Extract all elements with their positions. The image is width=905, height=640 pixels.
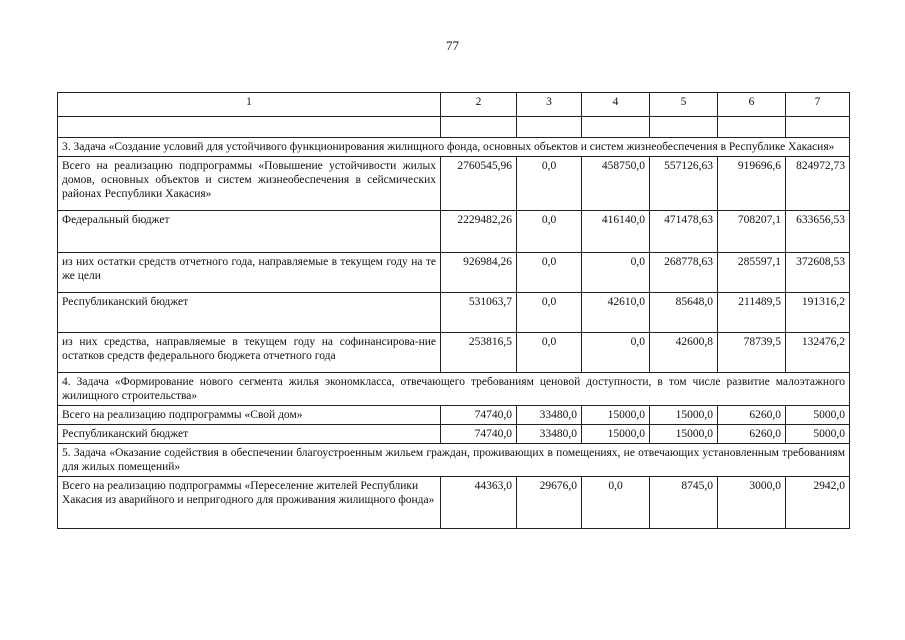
value-cell: 0,0 — [582, 477, 650, 529]
table-row — [58, 293, 850, 333]
value-cell: 372608,53 — [786, 253, 850, 293]
value-cell: 0,0 — [517, 293, 582, 333]
value-cell: 0,0 — [582, 253, 650, 293]
table-row — [58, 253, 850, 293]
table-row — [58, 425, 850, 444]
value-cell: 29676,0 — [517, 477, 582, 529]
header-cell: 1 — [58, 93, 441, 117]
value-cell: 0,0 — [517, 253, 582, 293]
row-label: Всего на реализацию подпрограммы «Свой дом» — [58, 406, 441, 425]
value-cell: 211489,5 — [718, 293, 786, 333]
task-row — [58, 373, 850, 406]
value-cell: 6260,0 — [718, 406, 786, 425]
table-header-row — [58, 93, 850, 117]
value-cell: 0,0 — [517, 157, 582, 211]
value-cell: 85648,0 — [650, 293, 718, 333]
value-cell: 416140,0 — [582, 211, 650, 253]
value-cell: 8745,0 — [650, 477, 718, 529]
row-label: из них остатки средств отчетного года, направляемые в текущем году на те же цели — [58, 253, 441, 293]
blank-row — [58, 117, 850, 138]
value-cell: 0,0 — [517, 211, 582, 253]
table-row — [58, 406, 850, 425]
task-title: 5. Задача «Оказание содействия в обеспечении благоустроенным жильем граждан, проживающих в помещениях, не отвечающих установленным требованиям для жилых помещений» — [58, 444, 850, 477]
value-cell: 285597,1 — [718, 253, 786, 293]
value-cell: 15000,0 — [582, 406, 650, 425]
row-label: Федеральный бюджет — [58, 211, 441, 253]
value-cell: 191316,2 — [786, 293, 850, 333]
value-cell: 919696,6 — [718, 157, 786, 211]
value-cell: 708207,1 — [718, 211, 786, 253]
row-label: Всего на реализацию подпрограммы «Повышение устойчивости жилых домов, основных объектов и систем жизнеобеспечения в сейсмических районах Республики Хакасия» — [58, 157, 441, 211]
value-cell: 926984,26 — [441, 253, 517, 293]
row-label: Всего на реализацию подпрограммы «Переселение жителей Республики Хакасия из аварийного и непригодного для проживания жилищного фонда» — [58, 477, 441, 529]
value-cell: 15000,0 — [582, 425, 650, 444]
value-cell: 5000,0 — [786, 425, 850, 444]
value-cell: 557126,63 — [650, 157, 718, 211]
header-cell: 3 — [517, 93, 582, 117]
value-cell: 531063,7 — [441, 293, 517, 333]
row-label: Республиканский бюджет — [58, 293, 441, 333]
value-cell: 33480,0 — [517, 425, 582, 444]
page-number: 77 — [446, 38, 459, 53]
value-cell: 5000,0 — [786, 406, 850, 425]
value-cell: 74740,0 — [441, 406, 517, 425]
table-row — [58, 477, 850, 529]
header-cell: 2 — [441, 93, 517, 117]
value-cell: 471478,63 — [650, 211, 718, 253]
value-cell: 6260,0 — [718, 425, 786, 444]
value-cell: 132476,2 — [786, 333, 850, 373]
row-label: Республиканский бюджет — [58, 425, 441, 444]
table-row — [58, 333, 850, 373]
value-cell: 268778,63 — [650, 253, 718, 293]
task-title: 3. Задача «Создание условий для устойчивого функционирования жилищного фонда, основных объектов и систем жизнеобеспечения в Республике Хакасия» — [58, 138, 850, 157]
value-cell: 42610,0 — [582, 293, 650, 333]
header-cell: 6 — [718, 93, 786, 117]
value-cell: 44363,0 — [441, 477, 517, 529]
table-row — [58, 211, 850, 253]
value-cell: 824972,73 — [786, 157, 850, 211]
value-cell: 458750,0 — [582, 157, 650, 211]
task-row — [58, 444, 850, 477]
value-cell: 253816,5 — [441, 333, 517, 373]
table-row — [58, 157, 850, 211]
header-cell: 7 — [786, 93, 850, 117]
value-cell: 0,0 — [517, 333, 582, 373]
value-cell: 33480,0 — [517, 406, 582, 425]
value-cell: 0,0 — [582, 333, 650, 373]
task-title: 4. Задача «Формирование нового сегмента жилья экономкласса, отвечающего требованиям ценовой доступности, в том числе развитие малоэтажного жилищного строительства» — [58, 373, 850, 406]
value-cell: 15000,0 — [650, 406, 718, 425]
row-label: из них средства, направляемые в текущем году на софинансирова-ние остатков средств федерального бюджета отчетного года — [58, 333, 441, 373]
value-cell: 633656,53 — [786, 211, 850, 253]
value-cell: 3000,0 — [718, 477, 786, 529]
value-cell: 74740,0 — [441, 425, 517, 444]
value-cell: 2229482,26 — [441, 211, 517, 253]
value-cell: 2942,0 — [786, 477, 850, 529]
header-cell: 5 — [650, 93, 718, 117]
task-row — [58, 138, 850, 157]
value-cell: 2760545,96 — [441, 157, 517, 211]
value-cell: 42600,8 — [650, 333, 718, 373]
header-cell: 4 — [582, 93, 650, 117]
budget-table — [57, 92, 850, 529]
value-cell: 78739,5 — [718, 333, 786, 373]
value-cell: 15000,0 — [650, 425, 718, 444]
